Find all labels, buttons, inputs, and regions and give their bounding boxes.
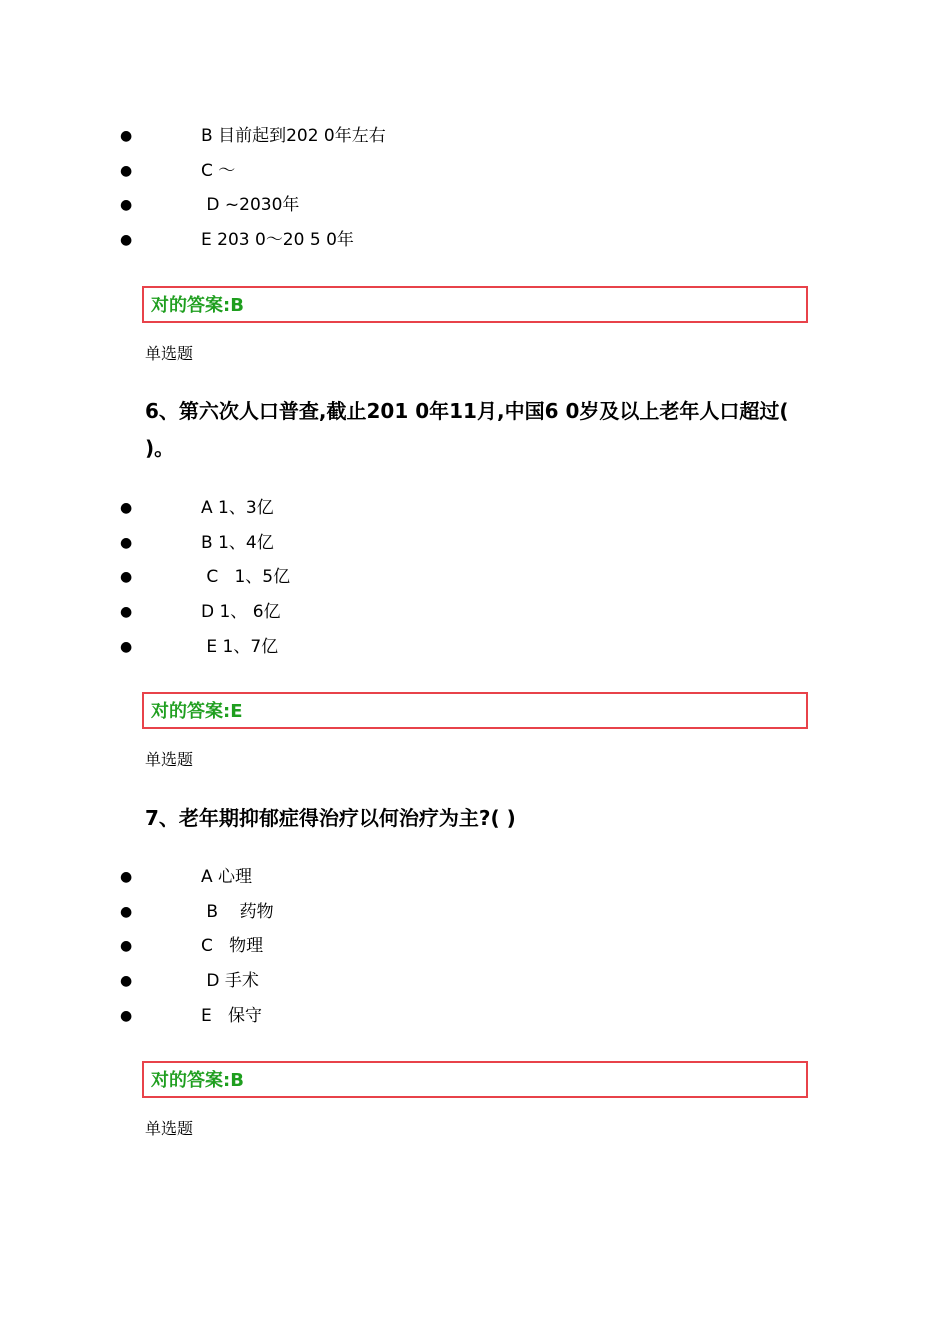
option-item[interactable]: ● D ~2030年 xyxy=(0,188,950,223)
bullet-icon: ● xyxy=(120,232,133,249)
bullet-icon: ● xyxy=(120,869,133,885)
option-item[interactable]: ● E 1、7亿 xyxy=(0,630,950,665)
question-text: 6、第六次人口普查,截止201 0年11月,中国6 0岁及以上老年人口超过( )。 xyxy=(145,399,789,460)
option-list-q7 xyxy=(0,860,950,1033)
option-item[interactable]: ● A 心理 xyxy=(0,860,950,895)
bullet-icon: ● xyxy=(120,128,133,144)
question-type-label: 单选题 xyxy=(145,750,194,769)
option-item[interactable]: ● B 1、4亿 xyxy=(0,526,950,561)
bullet-icon: ● xyxy=(120,197,133,214)
option-item[interactable]: ● C 1、5亿 xyxy=(0,560,950,595)
option-item[interactable]: ● A 1、3亿 xyxy=(0,491,950,526)
bullet-icon: ● xyxy=(120,1007,133,1024)
bullet-icon: ● xyxy=(120,162,133,179)
bullet-icon: ● xyxy=(120,569,133,586)
bullet-icon: ● xyxy=(120,604,133,621)
option-item[interactable]: ● B 药物 xyxy=(0,895,950,930)
correct-answer: 对的答案:E xyxy=(151,701,243,722)
option-item[interactable]: ● E 保守 xyxy=(0,999,950,1034)
question-type-label: 单选题 xyxy=(145,344,194,363)
question-text: 7、老年期抑郁症得治疗以何治疗为主?( ) xyxy=(145,806,516,830)
answer-box xyxy=(142,286,808,323)
correct-answer: 对的答案:B xyxy=(151,295,244,316)
option-item[interactable]: ● D 1、 6亿 xyxy=(0,595,950,630)
option-item[interactable]: ● B 目前起到202 0年左右 xyxy=(0,119,950,154)
bullet-icon: ● xyxy=(120,638,133,655)
answer-box xyxy=(142,1061,808,1098)
option-item[interactable]: ● C 物理 xyxy=(0,929,950,964)
option-list-q5 xyxy=(0,119,950,258)
bullet-icon: ● xyxy=(120,938,133,955)
option-item[interactable]: ● D 手术 xyxy=(0,964,950,999)
option-list-q6 xyxy=(0,491,950,664)
option-item[interactable]: ● E 203 0～20 5 0年 xyxy=(0,223,950,258)
bullet-icon: ● xyxy=(120,534,133,551)
correct-answer: 对的答案:B xyxy=(151,1070,244,1091)
answer-box xyxy=(142,692,808,729)
bullet-icon: ● xyxy=(120,973,133,990)
bullet-icon: ● xyxy=(120,500,133,516)
question-type-label: 单选题 xyxy=(145,1119,194,1138)
bullet-icon: ● xyxy=(120,903,133,920)
option-item[interactable]: ● C ～ xyxy=(0,154,950,189)
